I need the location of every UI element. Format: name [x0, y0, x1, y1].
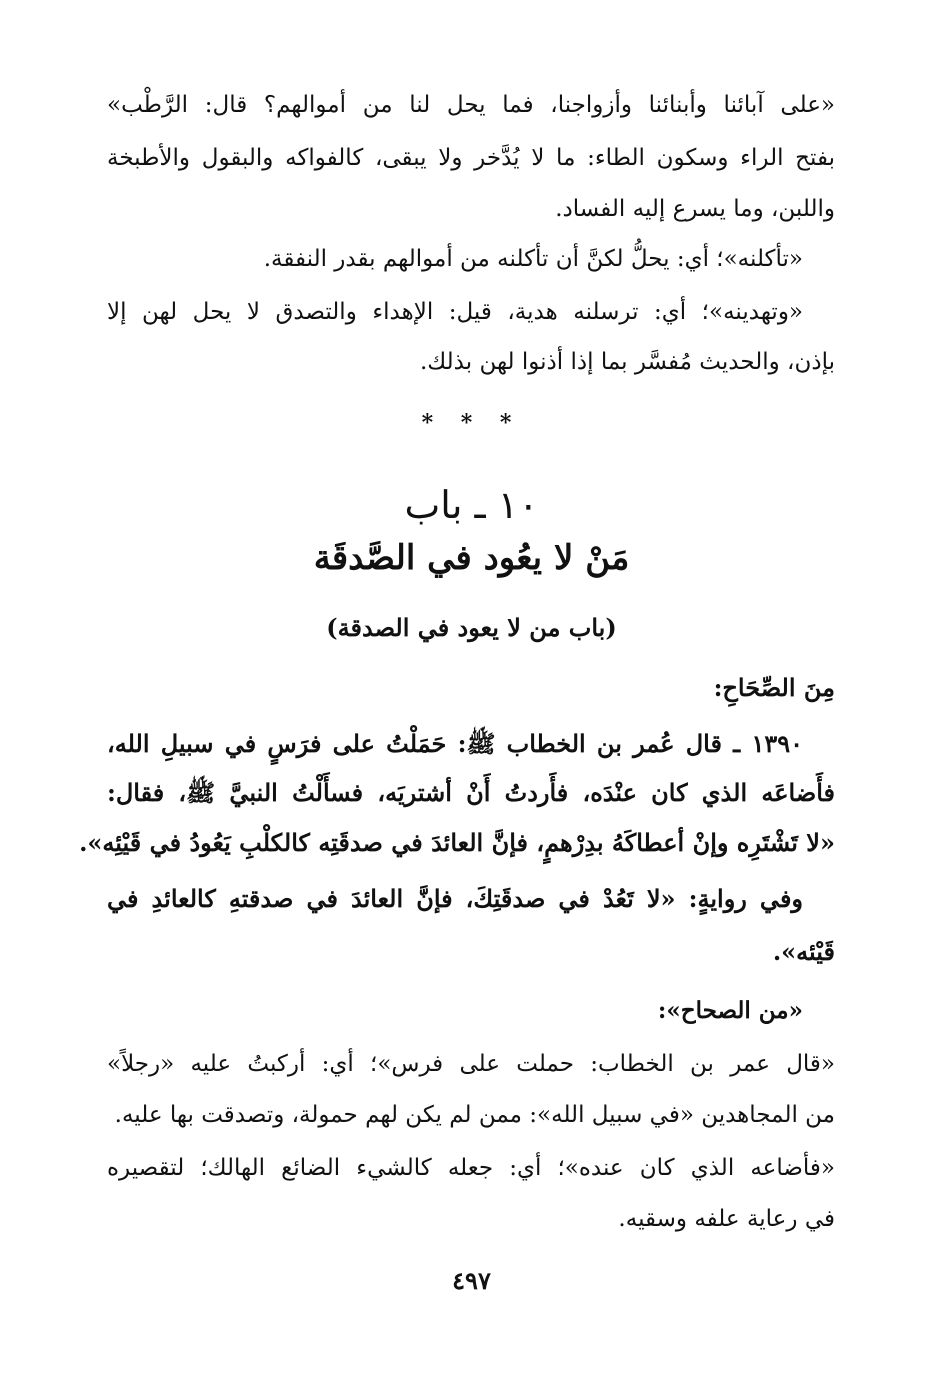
- hadith-line: وفي روايةٍ: «لا تَعُدْ في صدقَتِكَ، فإنَّ العائدَ في صدقتهِ كالعائدِ في: [107, 884, 803, 913]
- hadith-line: قَيْئه».: [772, 937, 835, 966]
- page-number: ٤٩٧: [452, 1266, 491, 1295]
- commentary-line: في رعاية علفه وسقيه.: [618, 1206, 835, 1232]
- text-line: «على آبائنا وأبنائنا وأزواجنا، فما يحل لنا من أموالهم؟ قال: الرَّطْب»: [107, 92, 835, 118]
- commentary-line: من المجاهدين «في سبيل الله»: ممن لم يكن لهم حمولة، وتصدقت بها عليه.: [114, 1102, 835, 1128]
- hadith-line: «لا تَشْتَرِه وإنْ أعطاكَهُ بدِرْهمٍ، فإنَّ العائدَ في صدقَتِه كالكلْبِ يَعُودُ في قَيْئِه».: [79, 828, 835, 857]
- text-line: واللبن، وما يسرع إليه الفساد.: [555, 196, 835, 222]
- commentary-heading: «من الصحاح»:: [657, 997, 803, 1024]
- text-line: «تأكلنه»؛ أي: يحلُّ لكنَّ أن تأكلنه من أموالهم بقدر النفقة.: [263, 246, 803, 272]
- chapter-subtitle: (باب من لا يعود في الصدقة): [326, 613, 617, 642]
- section-separator: * * *: [421, 410, 522, 436]
- text-line: بفتح الراء وسكون الطاء: ما لا يُدَّخر ولا يبقى، كالفواكه والبقول والأطبخة: [107, 145, 835, 171]
- chapter-number: ١٠ ـ باب: [404, 483, 539, 527]
- commentary-line: «قال عمر بن الخطاب: حملت على فرس»؛ أي: أركبتُ عليه «رجلاً»: [107, 1051, 835, 1077]
- text-line: بإذن، والحديث مُفسَّر بما إذا أذنوا لهن بذلك.: [419, 349, 835, 375]
- chapter-title: مَنْ لا يعُود في الصَّدقَة: [313, 538, 630, 578]
- hadith-line: فأَضاعَه الذي كان عنْدَه، فأَردتُ أَنْ أشتريَه، فسأَلْتُ النبيَّ ﷺ، فقال:: [107, 778, 835, 807]
- section-label: مِنَ الصِّحَاحِ:: [713, 673, 835, 702]
- hadith-line: ١٣٩٠ ـ قال عُمر بن الخطاب ﷺ: حَمَلْتُ على فرَسٍ في سبيلِ الله،: [107, 729, 803, 758]
- commentary-line: «فأضاعه الذي كان عنده»؛ أي: جعله كالشيء الضائع الهالك؛ لتقصيره: [107, 1155, 835, 1181]
- text-line: «وتهدينه»؛ أي: ترسلنه هدية، قيل: الإهداء والتصدق لا يحل لهن إلا: [107, 299, 803, 325]
